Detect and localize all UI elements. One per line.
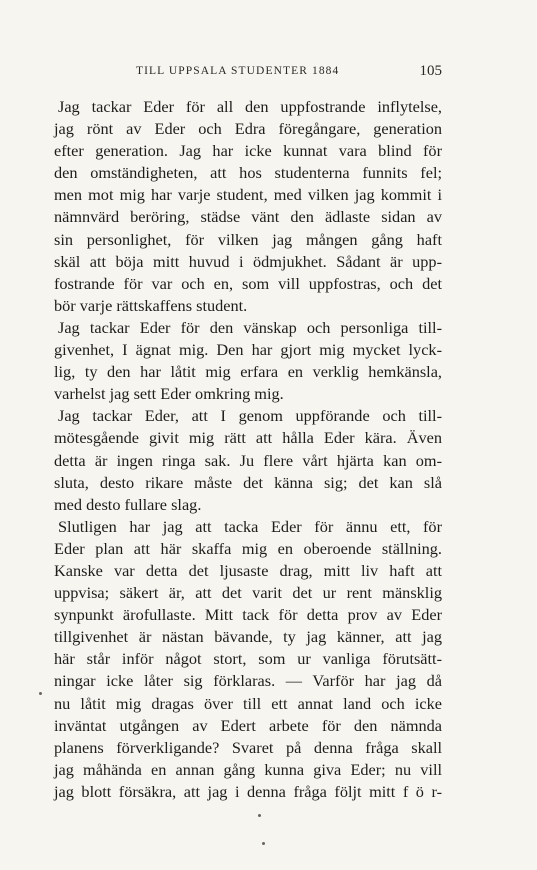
text-line: mötesgående givit mig rätt att hålla Eder kära. Även <box>54 428 442 448</box>
text-line: sin personlighet, för vilken jag mången gång haft <box>54 229 442 249</box>
text-line: fostrande för var och en, som vill uppfostras, och det <box>54 273 442 293</box>
text-line: detta är ingen ringa sak. Ju flere vårt hjärta kan om- <box>54 450 442 470</box>
text-line: sluta, desto rikare måste det känna sig; det kan slå <box>54 472 442 492</box>
text-line: Eder plan att här skaffa mig en oberoende ställning. <box>54 538 442 558</box>
text-line: bör varje rättskaffens student. <box>54 295 248 315</box>
text-line: jag blott försäkra, att jag i denna fråga följt mitt f ö r- <box>54 781 442 801</box>
text-line: jag rönt av Eder och Edra föregångare, generation <box>54 119 442 139</box>
ink-speck <box>258 814 261 817</box>
text-line: Jag tackar Eder för all den uppfostrande inflytelse, <box>58 97 442 116</box>
text-line: nämnvärd beröring, städse vänt den ädlaste sidan av <box>54 207 442 227</box>
text-line: synpunkt ärofullaste. Mitt tack för detta prov av Eder <box>54 605 442 625</box>
ink-speck <box>39 692 42 695</box>
text-line: den omständigheten, att hos studenterna funnits fel; <box>54 163 442 183</box>
text-line: ningar icke låter sig förklaras. — Varför har jag då <box>54 671 442 691</box>
text-line: Slutligen har jag att tacka Eder för ännu ett, för <box>58 516 442 536</box>
text-line: skäl att böja mitt huvud i ödmjukhet. Sådant är upp- <box>54 251 442 271</box>
text-line: varhelst jag sett Eder omkring mig. <box>54 384 284 404</box>
body-text <box>54 96 442 803</box>
text-line: Jag tackar Eder för den vänskap och personliga till- <box>58 317 442 337</box>
text-line: men mot mig har varje student, med vilken jag kommit i <box>54 185 442 205</box>
text-line: tillgivenhet är nästan bävande, ty jag känner, att jag <box>54 627 442 647</box>
text-line: givenhet, I ägnat mig. Den har gjort mig mycket lyck- <box>54 340 442 360</box>
text-line: Kanske var detta det ljusaste drag, mitt liv haft att <box>54 560 442 580</box>
text-line: här står inför något stort, som ur vanliga förutsätt- <box>54 649 442 669</box>
text-line: uppvisa; säkert är, att det varit det ur rent mänsklig <box>54 583 442 603</box>
text-line: efter generation. Jag har icke kunnat vara blind för <box>54 141 442 161</box>
text-line: jag måhända en annan gång kunna giva Eder; nu vill <box>54 759 442 779</box>
running-head: TILL UPPSALA STUDENTER 1884 <box>136 65 340 77</box>
page-number: 105 <box>419 63 442 79</box>
text-line: lig, ty den har låtit mig erfara en verklig hemkänsla, <box>54 362 442 382</box>
text-line: planens förverkligande? Svaret på denna fråga skall <box>54 737 442 757</box>
ink-speck <box>262 842 265 845</box>
text-line: nu låtit mig dragas över till ett annat land och icke <box>54 693 442 713</box>
text-line: med desto fullare slag. <box>54 494 202 514</box>
text-line: inväntat utgången av Edert arbete för den nämnda <box>54 715 442 735</box>
text-line: Jag tackar Eder, att I genom uppförande och till- <box>58 406 442 426</box>
page-header <box>54 63 442 83</box>
